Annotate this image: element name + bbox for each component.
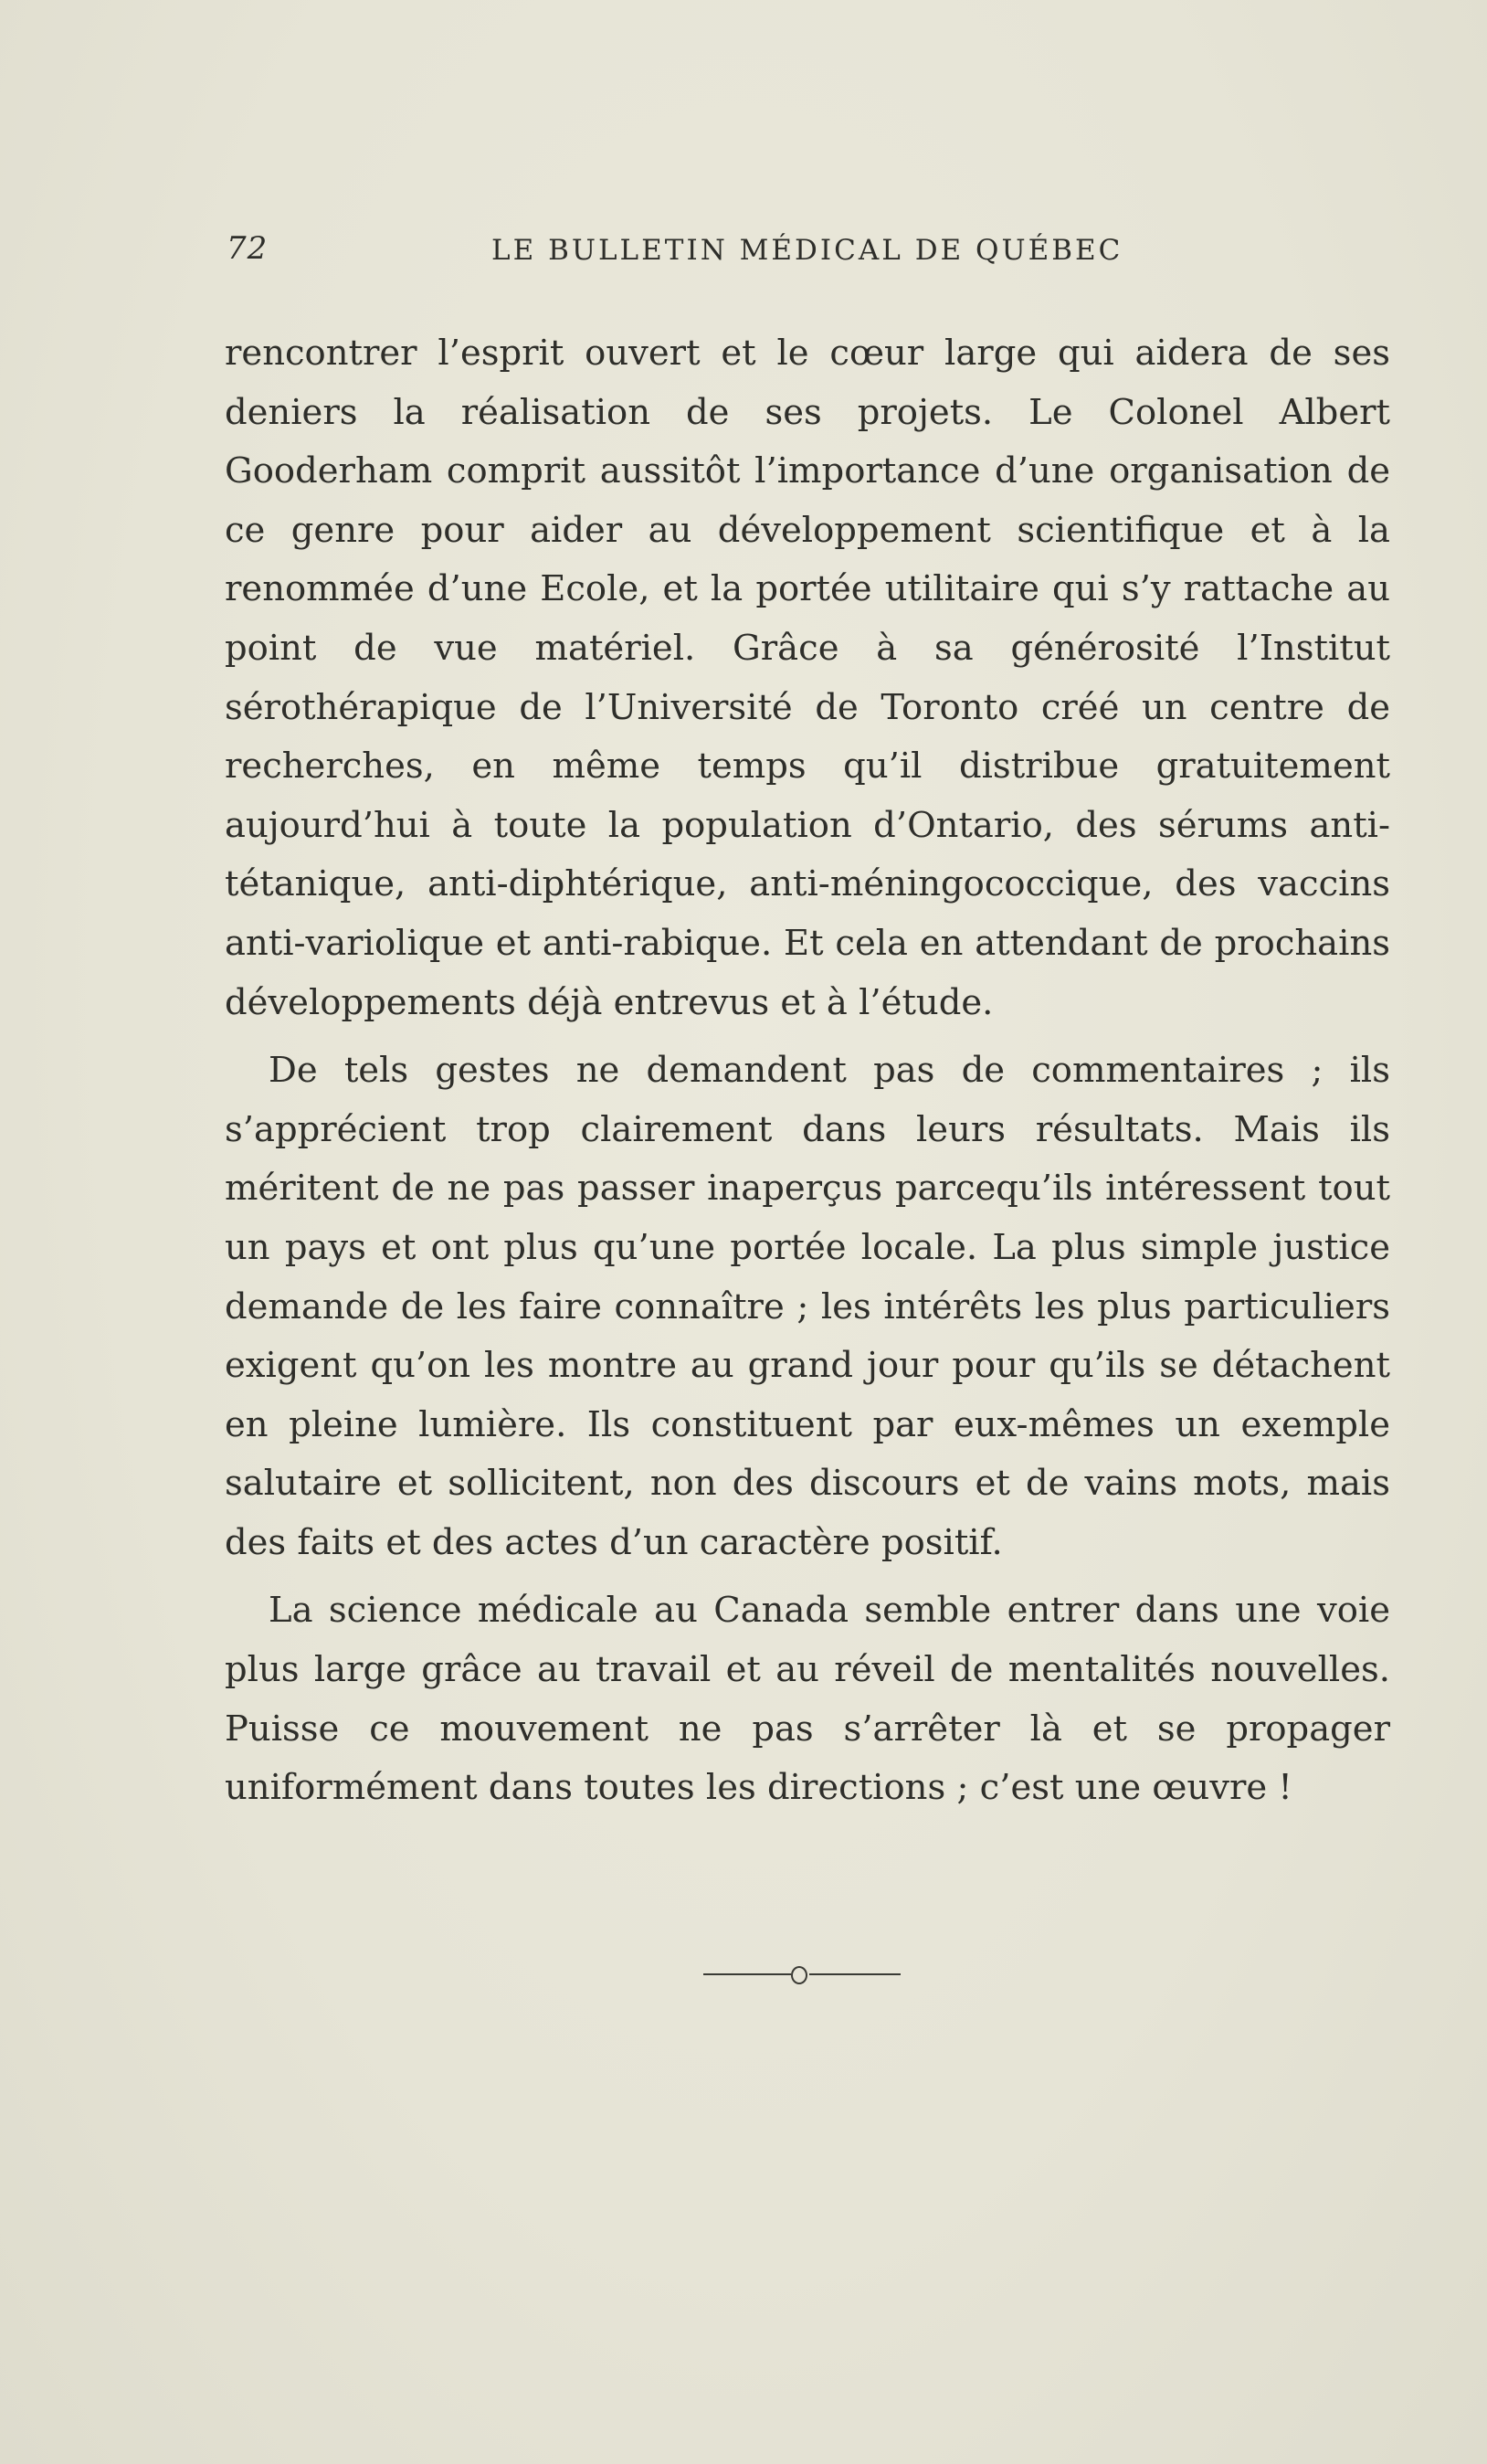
running-head [227,230,1140,276]
end-ornament [703,1964,901,1984]
running-title: LE BULLETIN MÉDICAL DE QUÉBEC [491,234,1123,267]
paragraph-2: De tels gestes ne demandent pas de commentaires ; ils s’apprécient trop clairement dans leurs résultats. Mais ils méritent de ne pas passer inaperçus parcequ’ils intéressent tout un pays et ont plus qu’une portée locale. La plus simple justice demande de les faire connaître ; les intérêts les plus particuliers exigent qu’on les montre au grand jour pour qu’ils se détachent en pleine lumière. Ils constituent par eux-mêmes un exemple salutaire et sollicitent, non des discours et de vains mots, mais des faits et des actes d’un caractère positif. [225,1050,1390,1563]
ornament-circle [791,1966,807,1984]
ornament-rule-right [809,1973,901,1975]
page-number: 72 [227,230,269,267]
ornament-rule-left [703,1973,791,1975]
paragraph-1: rencontrer l’esprit ouvert et le cœur large qui aidera de ses deniers la réalisation de ses projets. Le Colonel Albert Gooderham comprit aussitôt l’importance d’une organisation de ce genre pour aider au développement scientifique et à la renommée d’une Ecole, et la portée utilitaire qui s’y rattache au point de vue matériel. Grâce à sa générosité l’Institut sérothérapique de l’Université de Toronto créé un centre de recherches, en même temps qu’il distribue gratuitement aujourd’hui à toute la population d’Ontario, des sérums anti-tétanique, anti-diphtérique, anti-méningococcique, des vaccins anti-variolique et anti-rabique. Et cela en attendant de prochains développements déjà entrevus et à l’étude. [225,333,1390,1023]
paragraph-3: La science médicale au Canada semble entrer dans une voie plus large grâce au travail et au réveil de mentalités nouvelles. Puisse ce mouvement ne pas s’arrêter là et se propager uniformément dans toutes les directions ; c’est une œuvre ! [225,1590,1390,1809]
body-text [225,324,1390,1827]
